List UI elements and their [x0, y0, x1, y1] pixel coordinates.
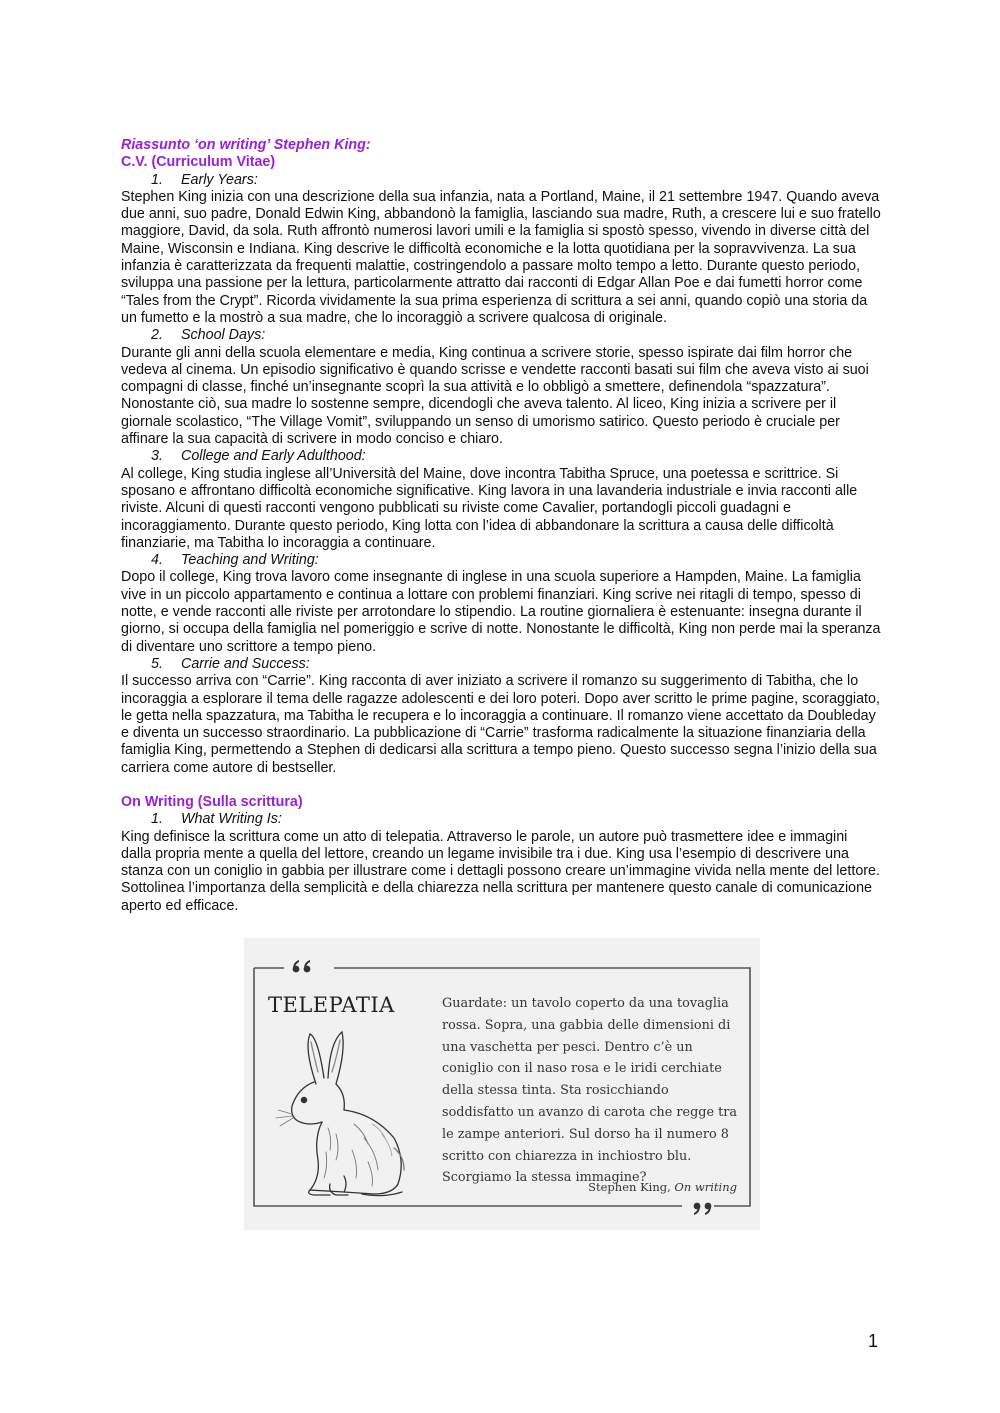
section-number: 4. — [151, 552, 163, 569]
rabbit-illustration — [276, 1032, 404, 1196]
section-text: Il successo arriva con “Carrie”. King racconta di aver iniziato a scrivere il romanzo su suggerimento di Tabitha, che lo incoraggia a esplorare il tema delle ragazze adolescenti e dei loro poteri. Dopo aver scritto le prime pagine, scoraggiato, le getta nella spazzatura, ma Tabitha le recupera e lo incoraggia a continuare. Il romanzo viene accettato da Doubleday e diventa un successo straordinario. La pubblicazione di “Carrie” trasforma radicalmente la situazione finanziaria della famiglia King, permettendo a Stephen di dedicarsi alla scrittura a tempo pieno. Questo successo segna l’inizio della sua carriera come autore di bestseller. — [121, 673, 880, 776]
cv-section-4 — [121, 552, 881, 656]
card-source — [442, 1180, 737, 1194]
section-heading: Teaching and Writing: — [181, 552, 319, 569]
page-number: 1 — [867, 1331, 878, 1351]
on-writing-heading: On Writing (Sulla scrittura) — [121, 793, 303, 810]
section-heading: Carrie and Success: — [181, 655, 310, 672]
section-text: Al college, King studia inglese all’Università del Maine, dove incontra Tabitha Spruce, una poetessa e scrittrice. Si sposano e affrontano difficoltà economiche significative. King lavora in una lavanderia industriale e invia racconti alle riviste. Alcuni di questi racconti vengono pubblicati su riviste come Cavalier, portandogli piccoli guadagni e incoraggiamento. Durante questo periodo, King lotta con l’idea di abbandonare la scrittura a causa delle difficoltà finanziarie, ma Tabitha lo incoraggia a continuare. — [121, 465, 858, 551]
close-quote-icon — [694, 1203, 712, 1215]
card-title: TELEPATIA — [268, 993, 395, 1017]
document-title: Riassunto ‘on writing’ Stephen King: — [121, 137, 371, 153]
source-title: On writing — [674, 1180, 737, 1194]
section-text: Durante gli anni della scuola elementare e media, King continua a scrivere storie, spesso ispirate dai film horror che vedeva al cinema. Un episodio significativo è quando scrisse e vendette racconti basati sui film che aveva visto ai suoi compagni di classe, finché un’insegnante scoprì la sua attività e lo obbligò a smettere, definendola “spazzatura”. Nonostante ciò, sua madre lo sostenne sempre, dicendogli che aveva talento. Al liceo, King inizia a scrivere per il giornale scolastico, “The Village Vomit”, sviluppando un senso di umorismo satirico. Questo periodo è cruciale per affinare la sua capacità di scrivere in modo conciso e chiaro. — [121, 344, 869, 448]
section-text: Dopo il college, King trova lavoro come insegnante di inglese in una scuola superiore a Hampden, Maine. La famiglia vive in un piccolo appartamento e continua a lottare con problemi finanziari. King scrive nei ritagli di tempo, spesso di notte, e vende racconti alle riviste per arrotondare lo stipendio. La routine giornaliera è estenuante: insegna durante il giorno, si occupa della famiglia nel pomeriggio e scrive di notte. Nonostante le difficoltà, King non perde mai la speranza di diventare uno scrittore a tempo pieno. — [121, 569, 881, 655]
section-text: King definisce la scrittura come un atto di telepatia. Attraverso le parole, un autore può trasmettere idee e immagini dalla propria mente a quella del lettore, creando un legame invisibile tra i due. King usa l’esempio di descrivere una stanza con un coniglio in gabbia per illustrare come i dettagli possono creare un’immagine vivida nella mente del lettore. Sottolinea l’importanza della semplicità e della chiarezza nella scrittura per mantenere questo canale di comunicazione aperto ed efficace. — [121, 828, 880, 914]
card-quote-text: Guardate: un tavolo coperto da una tovaglia rossa. Sopra, una gabbia delle dimensioni di una vaschetta per pesci. Dentro c’è un coniglio con il naso rosa e le iridi cerchiate della stessa tinta. Sta rosicchiando soddisfatto un avanzo di carota che regge tra le zampe anteriori. Sul dorso ha il numero 8 scritto con chiarezza in inchiostro blu. Scorgiamo la stessa immagine? — [442, 996, 737, 1186]
open-quote-icon — [293, 960, 311, 972]
cv-section-5 — [121, 656, 881, 777]
section-number: 1. — [151, 171, 163, 188]
section-number: 1. — [151, 811, 163, 828]
section-heading: What Writing Is: — [181, 811, 282, 828]
section-heading: College and Early Adulthood: — [181, 448, 366, 465]
spacer — [121, 777, 881, 794]
ow-section-1 — [121, 811, 881, 915]
section-heading: School Days: — [181, 327, 266, 344]
cv-section-2 — [121, 327, 881, 448]
section-text: Stephen King inizia con una descrizione della sua infanzia, nata a Portland, Maine, il 21 settembre 1947. Quando aveva due anni, suo padre, Donald Edwin King, abbandonò la famiglia, lasciando sua madre, Ruth, a crescere lui e suo fratello maggiore, David, da sola. Ruth affrontò numerosi lavori umili e la famiglia si spostò spesso, vivendo in diverse città del Maine, Wisconsin e Indiana. King descrive le difficoltà economiche e la lotta quotidiana per la sopravvivenza. La sua infanzia è caratterizzata da frequenti malattie, costringendolo a passare molto tempo a letto. Durante questo periodo, sviluppa una passione per la lettura, particolarmente attratto dai racconti di Edgar Allan Poe e dai fumetti horror come “Tales from the Crypt”. Ricorda vividamente la sua prima esperienza di scrittura a sei anni, quando copiò una storia da un fumetto e la mostrò a sua madre, che lo incoraggiò a scrivere qualcosa di originale. — [121, 188, 881, 326]
section-number: 2. — [151, 327, 163, 344]
document-body — [121, 137, 881, 915]
cv-heading: C.V. (Curriculum Vitae) — [121, 154, 276, 171]
section-heading: Early Years: — [181, 171, 258, 188]
section-number: 3. — [151, 448, 163, 465]
cv-section-1 — [121, 172, 881, 328]
section-number: 5. — [151, 655, 163, 672]
source-author: Stephen King, — [588, 1180, 671, 1194]
cv-section-3 — [121, 448, 881, 552]
